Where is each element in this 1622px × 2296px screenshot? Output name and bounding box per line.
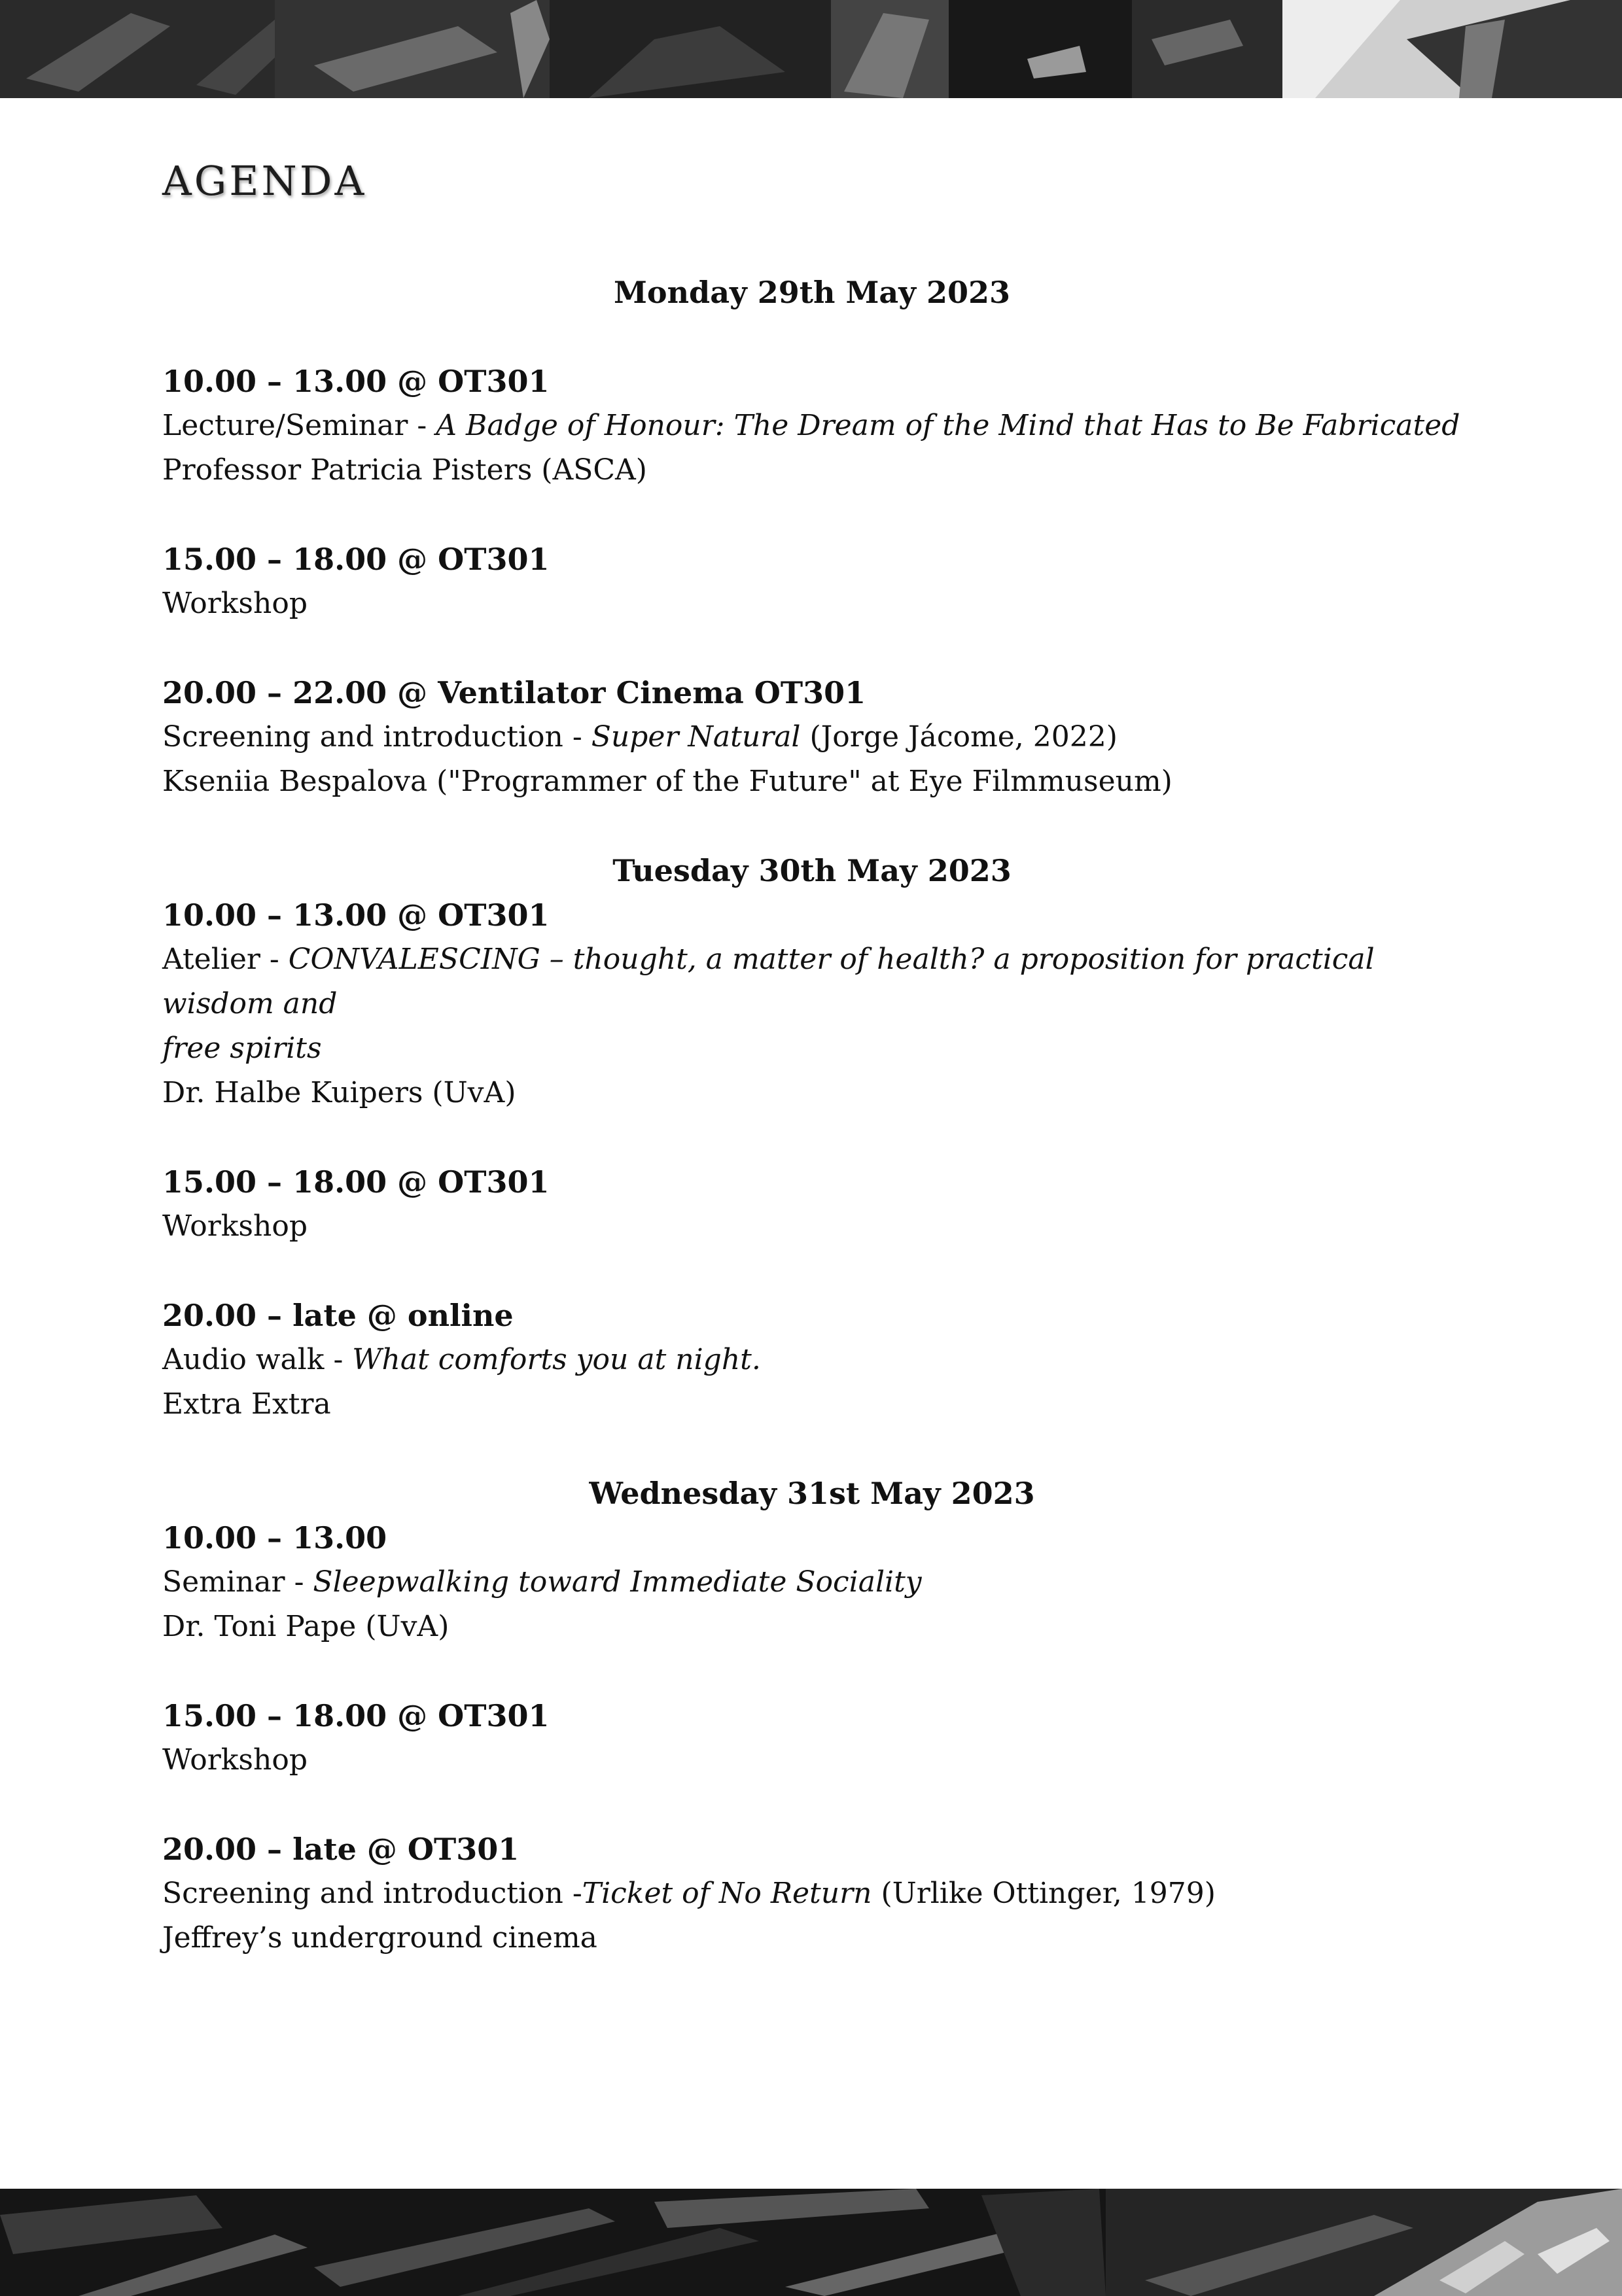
event-title: Sleepwalking toward Immediate Sociality: [313, 1565, 922, 1599]
event-host: Dr. Toni Pape (UvA): [162, 1610, 450, 1643]
event-description: Workshop: [162, 1209, 308, 1243]
event-title: A Badge of Honour: The Dream of the Mind that Has to Be Fabricated: [436, 409, 1460, 442]
event-time: 15.00 – 18.00 @ OT301: [162, 1698, 550, 1733]
event-time: 20.00 – 22.00 @ Ventilator Cinema OT301: [162, 675, 866, 710]
page-title: AGENDA: [162, 157, 367, 205]
event-title-continued: free spirits: [162, 1032, 322, 1065]
event: [162, 359, 1471, 493]
event: [162, 1293, 1471, 1427]
event-description: [162, 404, 1471, 448]
event-time: 20.00 – late @ online: [162, 1298, 514, 1333]
day-heading: Wednesday 31st May 2023: [589, 1476, 1035, 1511]
event-type: Atelier -: [162, 943, 289, 976]
agenda-content: [162, 157, 1471, 1960]
event: [162, 1160, 1471, 1249]
event-credit: (Urlike Ottinger, 1979): [872, 1877, 1216, 1910]
event-time: 10.00 – 13.00 @ OT301: [162, 364, 550, 399]
event-description: [162, 1338, 1471, 1382]
event-host: Jeffrey’s underground cinema: [162, 1921, 597, 1955]
event-description: [162, 1560, 1471, 1605]
event-time: 15.00 – 18.00 @ OT301: [162, 542, 550, 577]
bottom-banner-image: [0, 2189, 1622, 2296]
day-heading: Tuesday 30th May 2023: [612, 853, 1012, 888]
event: [162, 893, 1471, 1115]
event: [162, 670, 1471, 804]
top-banner-image: [0, 0, 1622, 98]
event: [162, 1827, 1471, 1960]
event-host: Kseniia Bespalova ("Programmer of the Future" at Eye Filmmuseum): [162, 765, 1172, 798]
event-time: 10.00 – 13.00: [162, 1520, 387, 1556]
event: [162, 1694, 1471, 1783]
event-description: Workshop: [162, 1743, 308, 1777]
day-section-tuesday: [162, 848, 1471, 1471]
event-description: Workshop: [162, 587, 308, 620]
event-title: Ticket of No Return: [582, 1877, 872, 1910]
day-section-monday: [162, 270, 1471, 848]
day-heading: Monday 29th May 2023: [614, 275, 1010, 310]
event: [162, 537, 1471, 626]
event-type: Screening and introduction -: [162, 720, 591, 754]
event-type: Lecture/Seminar -: [162, 409, 436, 442]
event-title: CONVALESCING – thought, a matter of health? a proposition for practical wisdom and: [162, 943, 1375, 1020]
event-host: Professor Patricia Pisters (ASCA): [162, 453, 647, 487]
event: [162, 1516, 1471, 1649]
event-description: [162, 1871, 1471, 1916]
event-title: Super Natural: [591, 720, 801, 754]
event-type: Audio walk -: [162, 1343, 353, 1376]
event-description: [162, 937, 1471, 1026]
event-description: [162, 715, 1471, 759]
day-section-wednesday: [162, 1471, 1471, 1960]
event-type: Seminar -: [162, 1565, 313, 1599]
event-credit: (Jorge Jácome, 2022): [800, 720, 1118, 754]
event-title: What comforts you at night.: [352, 1343, 761, 1376]
event-type: Screening and introduction -: [162, 1877, 582, 1910]
event-time: 20.00 – late @ OT301: [162, 1832, 520, 1867]
event-time: 10.00 – 13.00 @ OT301: [162, 897, 550, 933]
event-host: Dr. Halbe Kuipers (UvA): [162, 1076, 516, 1109]
event-host: Extra Extra: [162, 1387, 331, 1421]
event-time: 15.00 – 18.00 @ OT301: [162, 1164, 550, 1200]
